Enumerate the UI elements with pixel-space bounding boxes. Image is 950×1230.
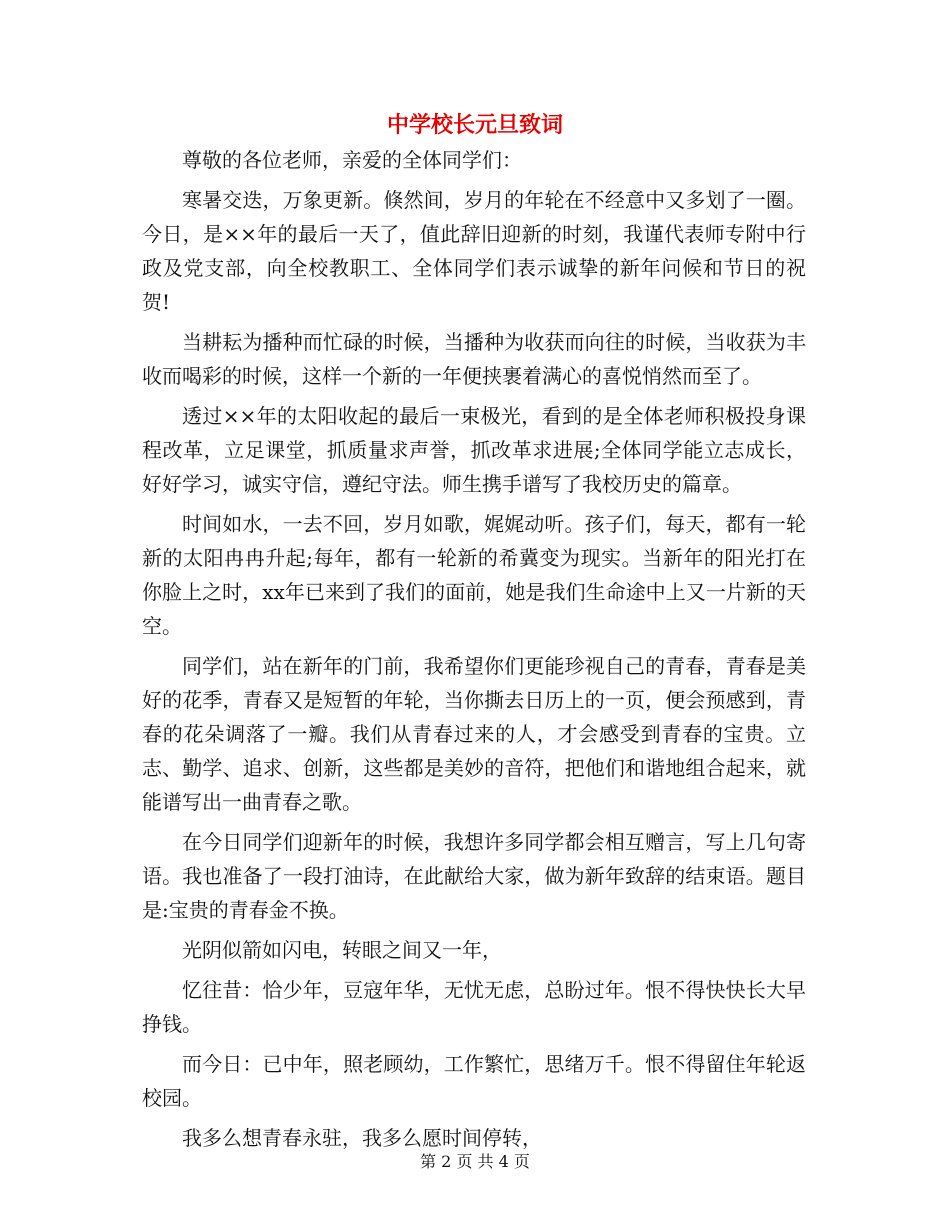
paragraph-salutation: 尊敬的各位老师，亲爱的全体同学们： [182, 148, 522, 172]
poem-line: 我多么想青春永驻，我多么愿时间停转， [182, 1126, 542, 1150]
paragraph: 同学们，站在新年的门前，我希望你们更能珍视自己的青春，青春是美好的花季，青春又是短暂的年轮，当你撕去日历上的一页，便会预感到，青春的花朵调落了一瓣。我们从青春过来的人，才会感受到青春的宝贵。立志、勤学、追求、创新，这些都是美妙的音符，把他们和谐地组合起来，就能谱写出一曲青春之歌。 [142, 654, 806, 814]
paragraph: 当耕耘为播种而忙碌的时候，当播种为收获而向往的时候，当收获为丰收而喝彩的时候，这样一个新的一年便挟裹着满心的喜悦悄然而至了。 [142, 330, 806, 388]
poem-line: 而今日：已中年，照老顾幼，工作繁忙，思绪万千。恨不得留住年轮返校园。 [142, 1052, 806, 1110]
paragraph: 时间如水，一去不回，岁月如歌，娓娓动听。孩子们，每天，都有一轮新的太阳冉冉升起;每年，都有一轮新的希冀变为现实。当新年的阳光打在你脸上之时，xx年已来到了我们的面前，她是我们生命途中上又一片新的天空。 [142, 512, 806, 638]
poem-line: 忆往昔：恰少年，豆寇年华，无忧无虑，总盼过年。恨不得快快长大早挣钱。 [142, 978, 806, 1036]
page-footer: 第 2 页 共 4 页 [420, 1152, 530, 1171]
document-body [142, 143, 806, 1161]
paragraph: 寒暑交迭，万象更新。倏然间，岁月的年轮在不经意中又多划了一圈。今日，是××年的最后一天了，值此辞旧迎新的时刻，我谨代表师专附中行政及党支部，向全校教职工、全体同学们表示诚挚的新年问候和节日的祝贺! [142, 188, 806, 314]
paragraph: 在今日同学们迎新年的时候，我想许多同学都会相互赠言，写上几句寄语。我也准备了一段打油诗，在此献给大家，做为新年致辞的结束语。题目是:宝贵的青春金不换。 [142, 830, 806, 922]
poem-line: 光阴似箭如闪电，转眼之间又一年， [182, 938, 502, 962]
paragraph: 透过××年的太阳收起的最后一束极光，看到的是全体老师积极投身课程改革，立足课堂，抓质量求声誉，抓改革求进展;全体同学能立志成长，好好学习，诚实守信，遵纪守法。师生携手谱写了我校历史的篇章。 [142, 404, 806, 496]
document-title: 中学校长元旦致词 [386, 112, 563, 138]
